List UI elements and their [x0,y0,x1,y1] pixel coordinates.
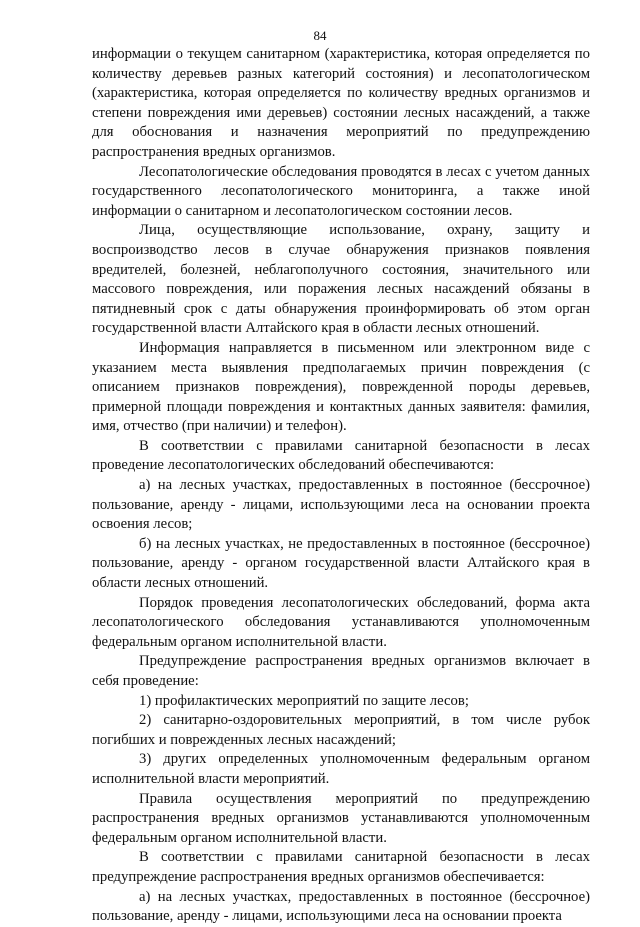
paragraph-14: В соответствии с правилами санитарной безопасности в лесах предупреждение распространения вредных организмов обеспечивается: [92,849,590,885]
paragraph-3: Лица, осуществляющие использование, охрану, защиту и воспроизводство лесов в случае обнаружения признаков появления вредителей, болезней, неблагополучного состояния, значительного или массового повреждения, или поражения лесных насаждений обязаны в пятидневный срок с даты обнаружения проинформировать об этом орган государственной власти Алтайского края в области лесных отношений. [92,222,590,337]
paragraph-13: Правила осуществления мероприятий по предупреждению распространения вредных организмов устанавливаются уполномоченным федеральным органом исполнительной власти. [92,790,590,846]
paragraph-12: 3) других определенных уполномоченным федеральным органом исполнительной власти мероприятий. [92,751,590,787]
paragraph-6: а) на лесных участках, предоставленных в постоянное (бессрочное) пользование, аренду - лицами, использующими леса на основании проекта освоения лесов; [92,477,590,533]
paragraph-1: информации о текущем санитарном (характеристика, которая определяется по количеству деревьев разных категорий состояния) и лесопатологическом (характеристика, которая определяется по количеству вредных организмов и степени повреждения ими деревьев) состоянии лесных насаждений, а также для обоснования и назначения мероприятий по предупреждению распространения вредных организмов. [92,46,590,160]
paragraph-15: а) на лесных участках, предоставленных в постоянное (бессрочное) пользование, аренду - лицами, использующими леса на основании проекта [92,888,590,925]
paragraph-10: 1) профилактических мероприятий по защите лесов; [139,692,469,709]
paragraph-9: Предупреждение распространения вредных организмов включает в себя проведение: [92,653,590,689]
paragraph-2: Лесопатологические обследования проводятся в лесах с учетом данных государственного лесопатологического мониторинга, а также иной информации о санитарном и лесопатологическом состоянии лесов. [92,163,590,219]
paragraph-7: б) на лесных участках, не предоставленных в постоянное (бессрочное) пользование, аренду - органом государственной власти Алтайского края в области лесных отношений. [92,535,590,592]
page-number: 84 [313,28,327,43]
document-body [92,45,590,927]
paragraph-11: 2) санитарно-оздоровительных мероприятий, в том числе рубок погибших и поврежденных лесных насаждений; [92,712,590,748]
paragraph-5: В соответствии с правилами санитарной безопасности в лесах проведение лесопатологических обследований обеспечиваются: [92,437,590,474]
paragraph-8: Порядок проведения лесопатологических обследований, форма акта лесопатологического обследования устанавливаются уполномоченным федеральным органом исполнительной власти. [92,594,590,650]
paragraph-4: Информация направляется в письменном или электронном виде с указанием места выявления предполагаемых причин повреждения (с описанием признаков повреждения), поврежденной породы деревьев, примерной площади повреждения и контактных данных заявителя: фамилия, имя, отчество (при наличии) и телефон). [92,339,590,435]
